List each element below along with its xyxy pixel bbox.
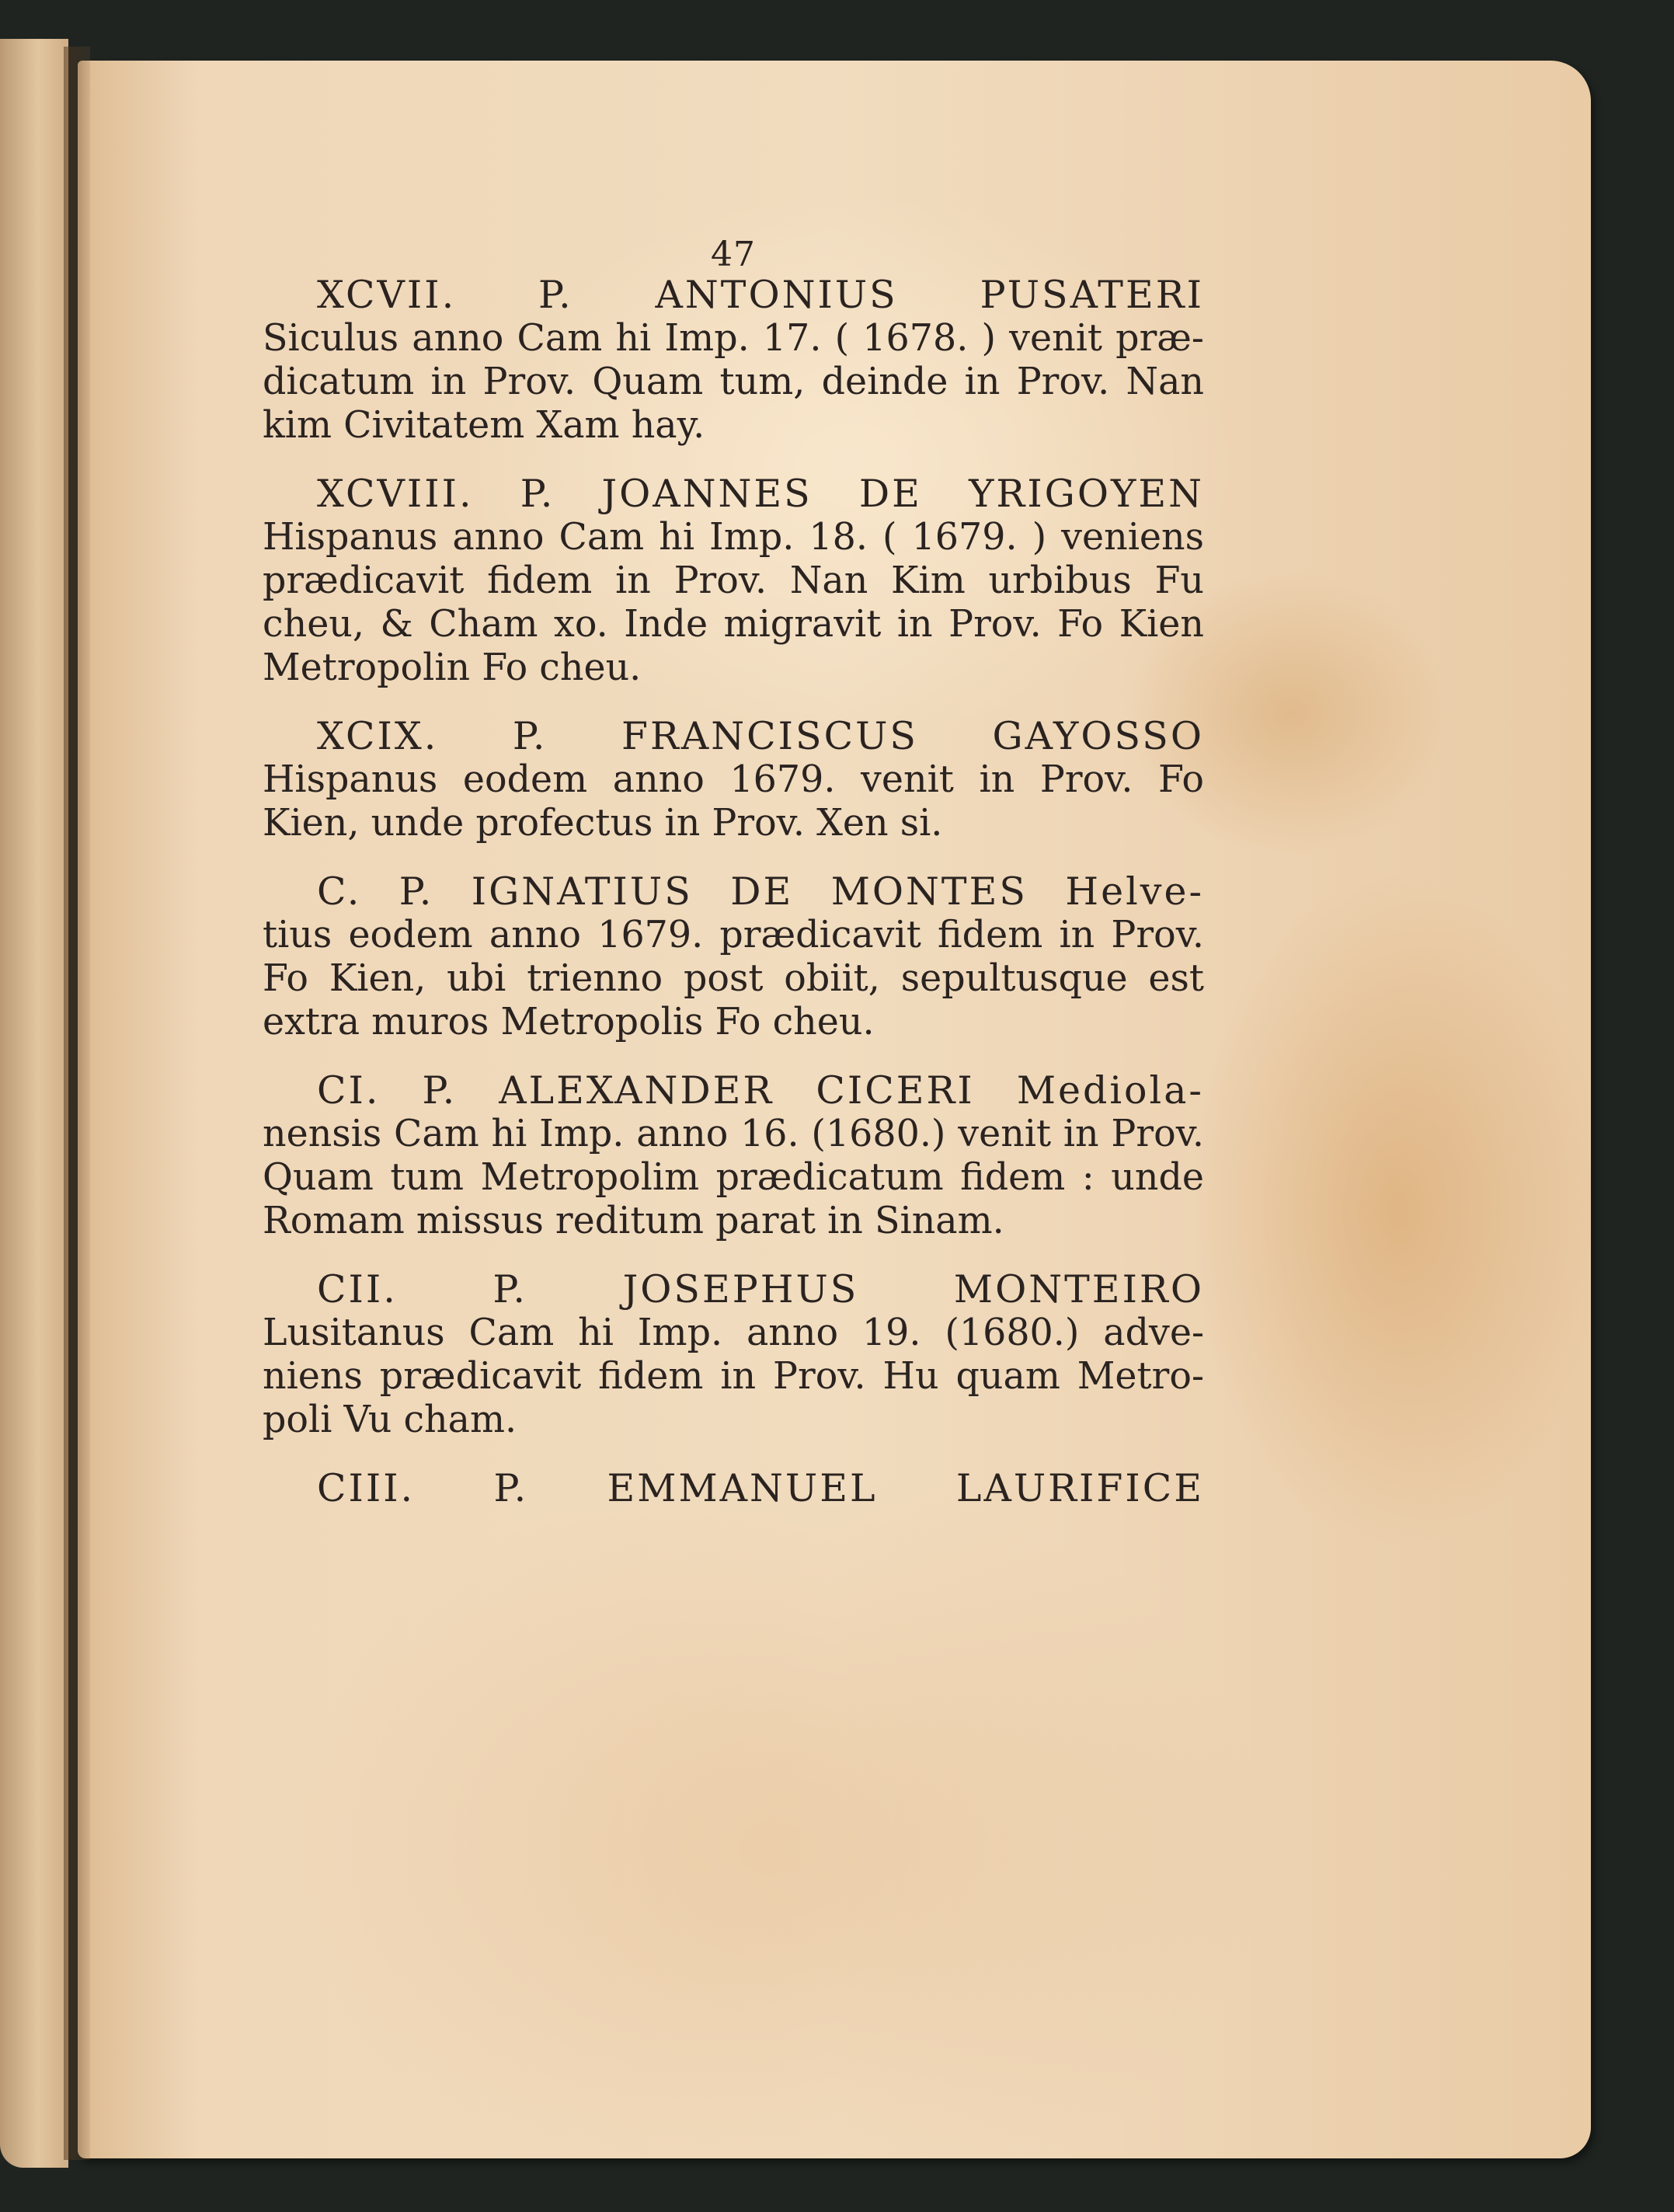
entry-heading: CIII. P. EMMANUEL LAURIFICE [317,1466,1204,1510]
entry-line: Kien, unde profectus in Prov. Xen si. [263,802,943,845]
entry-line: kim Civitatem Xam hay. [263,404,705,447]
entry-line: Hispanus anno Cam hi Imp. 18. ( 1679. ) veniens [263,516,1204,559]
entry-line: prædicavit fidem in Prov. Nan Kim urbibus Fu [263,559,1204,602]
entry-heading: CII. P. JOSEPHUS MONTEIRO [317,1267,1204,1312]
entry-xcviii [263,472,1204,690]
entry-xcvii [263,273,1204,448]
entry-line: Romam missus reditum parat in Sinam. [263,1200,1004,1242]
entry-heading: XCVIII. P. JOANNES DE YRIGOYEN [317,472,1204,516]
page-number: 47 [711,235,756,274]
entry-line: Metropolin Fo cheu. [263,646,642,689]
entry-line: Quam tum Metropolim prædicatum fidem : unde [263,1156,1204,1199]
facing-page-edge [0,39,68,2168]
entry-heading: CI. P. ALEXANDER CICERI Mediola- [317,1068,1204,1113]
entry-line: Siculus anno Cam hi Imp. 17. ( 1678. ) venit præ- [263,317,1204,360]
entry-line: Lusitanus Cam hi Imp. anno 19. (1680.) adve- [263,1312,1204,1354]
entry-heading: C. P. IGNATIUS DE MONTES Helve- [317,869,1204,914]
entry-line: cheu, & Cham xo. Inde migravit in Prov. Fo Kien [263,603,1204,646]
entry-line: nensis Cam hi Imp. anno 16. (1680.) venit in Prov. [263,1113,1204,1155]
entry-c [263,870,1204,1044]
entry-line: Fo Kien, ubi trienno post obiit, sepultusque est [263,957,1204,1000]
gutter-shadow [64,47,90,2160]
entry-line: dicatum in Prov. Quam tum, deinde in Prov. Nan [263,361,1204,403]
entry-line: extra muros Metropolis Fo cheu. [263,1001,875,1043]
text-block [263,233,1204,1535]
entry-line: tius eodem anno 1679. prædicavit fidem in Prov. [263,914,1204,956]
entry-ci [263,1069,1204,1243]
entry-line: niens prædicavit fidem in Prov. Hu quam Metro- [263,1355,1204,1398]
entry-line: Hispanus eodem anno 1679. venit in Prov. Fo [263,758,1204,801]
entry-heading: XCVII. P. ANTONIUS PUSATERI [317,273,1204,317]
entry-xcix [263,715,1204,845]
entry-ciii [263,1467,1204,1510]
entry-cii [263,1268,1204,1442]
entry-line: poli Vu cham. [263,1399,517,1441]
entry-heading: XCIX. P. FRANCISCUS GAYOSSO [317,714,1204,758]
